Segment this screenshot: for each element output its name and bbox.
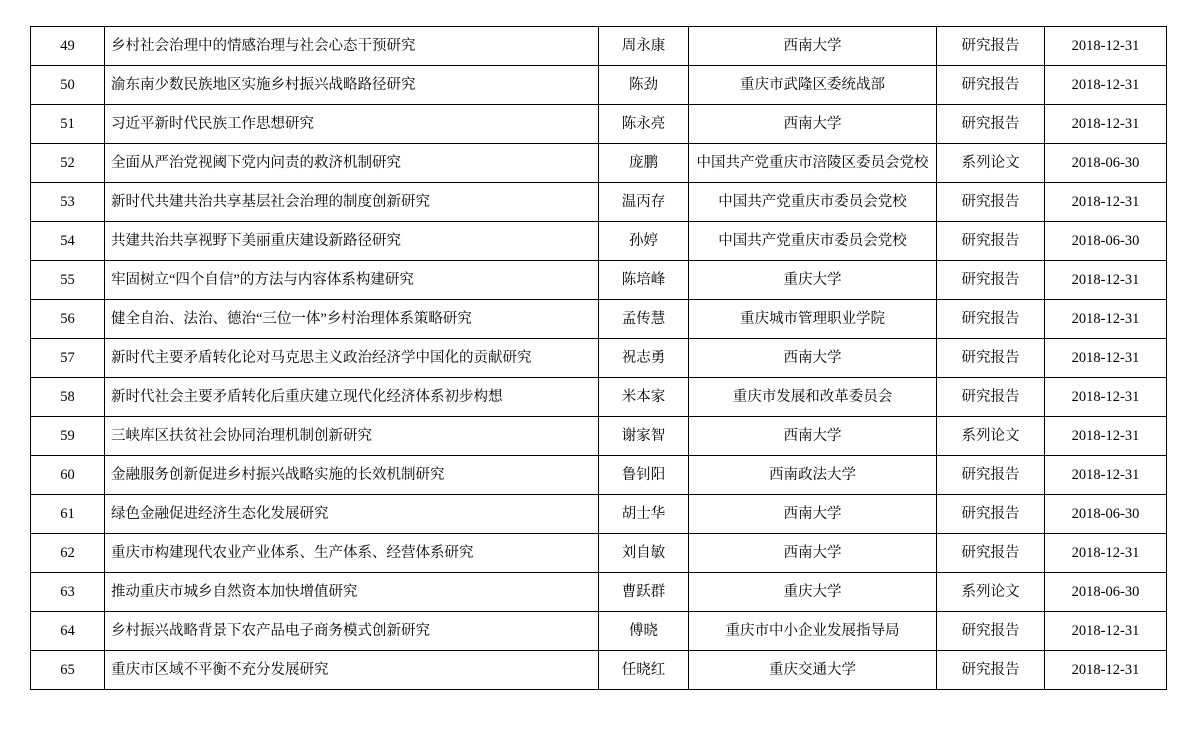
cell-type: 研究报告	[937, 456, 1045, 495]
table-row	[31, 612, 1167, 651]
cell-index: 57	[31, 339, 105, 378]
cell-title: 金融服务创新促进乡村振兴战略实施的长效机制研究	[105, 456, 599, 495]
cell-title: 新时代共建共治共享基层社会治理的制度创新研究	[105, 183, 599, 222]
cell-date: 2018-12-31	[1045, 378, 1167, 417]
cell-title: 三峡库区扶贫社会协同治理机制创新研究	[105, 417, 599, 456]
project-list-table	[30, 26, 1167, 690]
cell-author: 温丙存	[599, 183, 689, 222]
cell-org: 重庆大学	[689, 261, 937, 300]
table-row	[31, 105, 1167, 144]
cell-type: 研究报告	[937, 495, 1045, 534]
cell-index: 55	[31, 261, 105, 300]
table-row	[31, 651, 1167, 690]
table-row	[31, 417, 1167, 456]
cell-index: 63	[31, 573, 105, 612]
table-row	[31, 222, 1167, 261]
cell-type: 研究报告	[937, 651, 1045, 690]
cell-index: 52	[31, 144, 105, 183]
cell-type: 研究报告	[937, 222, 1045, 261]
table-row	[31, 27, 1167, 66]
cell-title: 牢固树立“四个自信”的方法与内容体系构建研究	[105, 261, 599, 300]
cell-type: 研究报告	[937, 534, 1045, 573]
cell-title: 新时代社会主要矛盾转化后重庆建立现代化经济体系初步构想	[105, 378, 599, 417]
cell-index: 65	[31, 651, 105, 690]
cell-index: 58	[31, 378, 105, 417]
cell-org: 中国共产党重庆市委员会党校	[689, 222, 937, 261]
cell-author: 孙婷	[599, 222, 689, 261]
cell-author: 陈劲	[599, 66, 689, 105]
table-row	[31, 339, 1167, 378]
cell-date: 2018-06-30	[1045, 144, 1167, 183]
cell-date: 2018-12-31	[1045, 105, 1167, 144]
cell-index: 49	[31, 27, 105, 66]
cell-org: 重庆市发展和改革委员会	[689, 378, 937, 417]
cell-author: 刘自敏	[599, 534, 689, 573]
cell-org: 中国共产党重庆市委员会党校	[689, 183, 937, 222]
cell-author: 陈永亮	[599, 105, 689, 144]
table-row	[31, 183, 1167, 222]
cell-author: 陈培峰	[599, 261, 689, 300]
cell-index: 56	[31, 300, 105, 339]
table-row	[31, 495, 1167, 534]
cell-type: 研究报告	[937, 183, 1045, 222]
cell-org: 西南大学	[689, 534, 937, 573]
cell-org: 中国共产党重庆市涪陵区委员会党校	[689, 144, 937, 183]
cell-index: 61	[31, 495, 105, 534]
cell-index: 50	[31, 66, 105, 105]
cell-index: 62	[31, 534, 105, 573]
cell-date: 2018-12-31	[1045, 261, 1167, 300]
cell-org: 西南大学	[689, 417, 937, 456]
cell-index: 51	[31, 105, 105, 144]
table-row	[31, 300, 1167, 339]
cell-date: 2018-12-31	[1045, 417, 1167, 456]
cell-title: 习近平新时代民族工作思想研究	[105, 105, 599, 144]
cell-type: 研究报告	[937, 66, 1045, 105]
cell-date: 2018-12-31	[1045, 534, 1167, 573]
cell-type: 研究报告	[937, 27, 1045, 66]
cell-date: 2018-12-31	[1045, 612, 1167, 651]
cell-author: 孟传慧	[599, 300, 689, 339]
cell-title: 重庆市构建现代农业产业体系、生产体系、经营体系研究	[105, 534, 599, 573]
cell-type: 系列论文	[937, 417, 1045, 456]
cell-title: 共建共治共享视野下美丽重庆建设新路径研究	[105, 222, 599, 261]
cell-org: 重庆城市管理职业学院	[689, 300, 937, 339]
cell-type: 研究报告	[937, 339, 1045, 378]
cell-index: 60	[31, 456, 105, 495]
cell-title: 乡村社会治理中的情感治理与社会心态干预研究	[105, 27, 599, 66]
cell-author: 傅晓	[599, 612, 689, 651]
cell-title: 推动重庆市城乡自然资本加快增值研究	[105, 573, 599, 612]
table-row	[31, 456, 1167, 495]
cell-date: 2018-06-30	[1045, 495, 1167, 534]
cell-author: 谢家智	[599, 417, 689, 456]
cell-date: 2018-12-31	[1045, 651, 1167, 690]
cell-title: 全面从严治党视阈下党内问责的救济机制研究	[105, 144, 599, 183]
cell-date: 2018-12-31	[1045, 183, 1167, 222]
cell-author: 周永康	[599, 27, 689, 66]
cell-org: 重庆交通大学	[689, 651, 937, 690]
cell-author: 米本家	[599, 378, 689, 417]
cell-title: 新时代主要矛盾转化论对马克思主义政治经济学中国化的贡献研究	[105, 339, 599, 378]
cell-index: 59	[31, 417, 105, 456]
table-row	[31, 573, 1167, 612]
cell-index: 54	[31, 222, 105, 261]
cell-date: 2018-12-31	[1045, 339, 1167, 378]
cell-author: 鲁钊阳	[599, 456, 689, 495]
cell-title: 绿色金融促进经济生态化发展研究	[105, 495, 599, 534]
cell-date: 2018-06-30	[1045, 573, 1167, 612]
cell-type: 系列论文	[937, 573, 1045, 612]
cell-author: 祝志勇	[599, 339, 689, 378]
cell-org: 西南大学	[689, 105, 937, 144]
cell-org: 西南大学	[689, 27, 937, 66]
cell-type: 研究报告	[937, 300, 1045, 339]
cell-index: 53	[31, 183, 105, 222]
cell-author: 胡士华	[599, 495, 689, 534]
table-row	[31, 66, 1167, 105]
cell-type: 研究报告	[937, 612, 1045, 651]
cell-org: 西南政法大学	[689, 456, 937, 495]
cell-org: 重庆市中小企业发展指导局	[689, 612, 937, 651]
cell-title: 渝东南少数民族地区实施乡村振兴战略路径研究	[105, 66, 599, 105]
table-row	[31, 261, 1167, 300]
cell-title: 健全自治、法治、德治“三位一体”乡村治理体系策略研究	[105, 300, 599, 339]
cell-org: 重庆市武隆区委统战部	[689, 66, 937, 105]
cell-author: 任晓红	[599, 651, 689, 690]
table-row	[31, 144, 1167, 183]
cell-type: 系列论文	[937, 144, 1045, 183]
cell-date: 2018-12-31	[1045, 456, 1167, 495]
cell-type: 研究报告	[937, 378, 1045, 417]
cell-author: 庞鹏	[599, 144, 689, 183]
table-row	[31, 378, 1167, 417]
cell-org: 西南大学	[689, 495, 937, 534]
cell-org: 重庆大学	[689, 573, 937, 612]
cell-type: 研究报告	[937, 105, 1045, 144]
cell-date: 2018-12-31	[1045, 27, 1167, 66]
cell-org: 西南大学	[689, 339, 937, 378]
cell-title: 乡村振兴战略背景下农产品电子商务模式创新研究	[105, 612, 599, 651]
cell-index: 64	[31, 612, 105, 651]
cell-author: 曹跃群	[599, 573, 689, 612]
cell-date: 2018-12-31	[1045, 300, 1167, 339]
table-row	[31, 534, 1167, 573]
cell-date: 2018-12-31	[1045, 66, 1167, 105]
cell-date: 2018-06-30	[1045, 222, 1167, 261]
cell-type: 研究报告	[937, 261, 1045, 300]
cell-title: 重庆市区域不平衡不充分发展研究	[105, 651, 599, 690]
